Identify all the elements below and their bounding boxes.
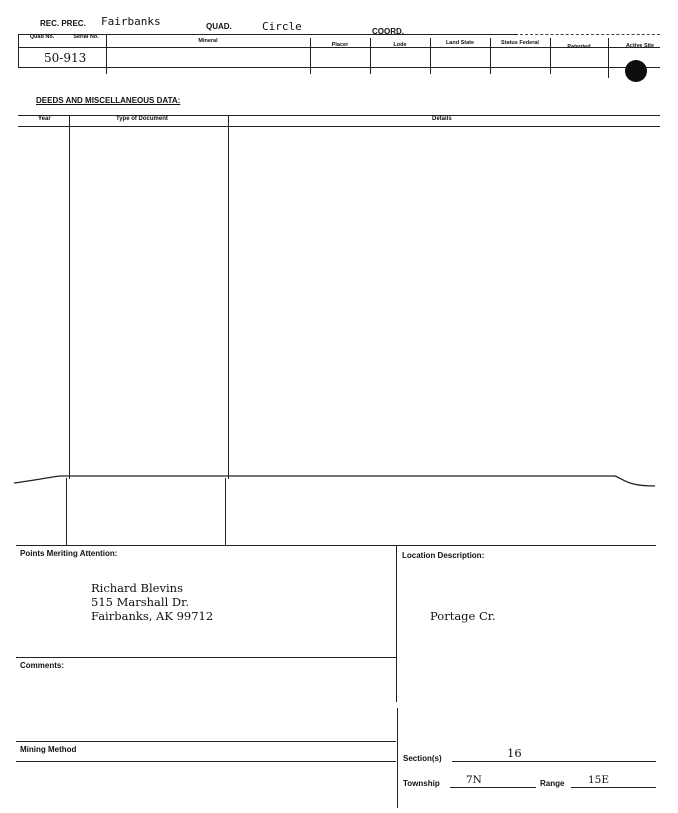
col-serial-no: Serial No. bbox=[73, 34, 99, 40]
coord-label: COORD. bbox=[372, 27, 404, 36]
rec-prec-value: Fairbanks bbox=[101, 15, 161, 28]
rec-prec-label: REC. PREC. bbox=[40, 19, 86, 28]
col-quad-no: Quad No. bbox=[29, 34, 55, 40]
section-value: 16 bbox=[507, 746, 522, 760]
lower-center-divider-upper bbox=[396, 545, 397, 702]
col-status-federal: Status Federal bbox=[501, 40, 539, 46]
deeds-col-type: Type of Document bbox=[116, 116, 168, 122]
deeds-title: DEEDS AND MISCELLANEOUS DATA: bbox=[36, 96, 181, 105]
active-site-hole-punch bbox=[625, 60, 647, 82]
record-table-left-edge bbox=[18, 34, 19, 67]
header-dashed-line bbox=[520, 34, 660, 35]
points-line-2: 515 Marshall Dr. bbox=[91, 595, 190, 609]
section-underline bbox=[452, 761, 656, 762]
col-placer: Placer bbox=[331, 42, 349, 48]
points-line-3: Fairbanks, AK 99712 bbox=[91, 609, 214, 623]
col-patented: Patented bbox=[567, 44, 591, 50]
deeds-divider-2-upper bbox=[228, 115, 229, 479]
township-underline bbox=[450, 787, 536, 788]
deeds-bottom-line bbox=[16, 545, 656, 546]
deeds-col-year: Year bbox=[38, 116, 51, 122]
township-value: 7N bbox=[466, 774, 482, 786]
record-table-divider-6 bbox=[550, 38, 551, 74]
mining-label: Mining Method bbox=[20, 745, 77, 754]
range-value: 15E bbox=[588, 774, 610, 786]
location-value: Portage Cr. bbox=[430, 609, 496, 623]
deeds-divider-2-lower bbox=[225, 478, 226, 546]
col-active-site: Active Site bbox=[625, 43, 655, 49]
points-label: Points Meriting Attention: bbox=[20, 549, 118, 558]
col-mineral: Mineral bbox=[198, 38, 218, 44]
range-label: Range bbox=[540, 779, 565, 788]
lower-center-divider-lower bbox=[397, 708, 398, 808]
col-land-state: Land State bbox=[445, 40, 475, 46]
quad-no-value: 50-913 bbox=[44, 51, 87, 65]
mining-top-line bbox=[16, 741, 396, 742]
quad-label: QUAD. bbox=[206, 22, 232, 31]
col-lode: Lode bbox=[393, 42, 407, 48]
deeds-col-details: Details bbox=[432, 116, 452, 122]
location-label: Location Description: bbox=[402, 551, 485, 560]
quad-value: Circle bbox=[262, 20, 302, 33]
range-underline bbox=[571, 787, 656, 788]
deeds-top-line bbox=[18, 115, 660, 116]
deeds-divider-1-lower bbox=[66, 478, 67, 546]
mining-bottom-line bbox=[16, 761, 396, 762]
township-label: Township bbox=[403, 779, 440, 788]
record-table-bottom-line bbox=[18, 67, 660, 68]
comments-label: Comments: bbox=[20, 661, 65, 670]
record-table-divider-7 bbox=[608, 38, 609, 78]
tape-seam-line bbox=[0, 466, 678, 496]
deeds-divider-1-upper bbox=[69, 115, 70, 479]
deeds-header-line bbox=[18, 126, 660, 127]
record-table-divider-4 bbox=[430, 38, 431, 74]
section-label: Section(s) bbox=[403, 754, 442, 763]
record-table-divider-5 bbox=[490, 38, 491, 74]
comments-top-line bbox=[16, 657, 396, 658]
points-line-1: Richard Blevins bbox=[91, 581, 183, 595]
